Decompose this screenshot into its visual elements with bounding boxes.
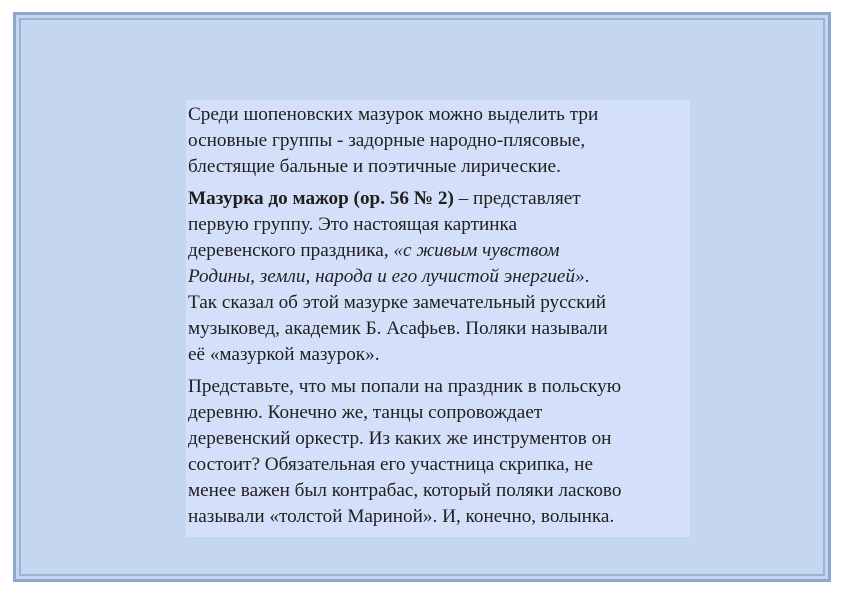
- text-line: деревню. Конечно же, танцы сопровождает: [188, 402, 543, 423]
- text-line: состоит? Обязательная его участница скрипка, не: [188, 454, 593, 475]
- text-line: называли «толстой Мариной». И, конечно, волынка.: [188, 506, 615, 527]
- text-line: [188, 238, 688, 264]
- text-line: основные группы - задорные народно-плясовые,: [188, 130, 586, 151]
- quote-fragment: Родины, земли, народа и его лучистой энергией»: [188, 266, 585, 287]
- text-line: [188, 186, 688, 212]
- text-line: менее важен был контрабас, который поляки ласково: [188, 480, 622, 501]
- text-line: Так сказал об этой мазурке замечательный русский: [188, 292, 607, 313]
- paragraph-intro: [188, 102, 688, 180]
- paragraph-village-festival: [188, 374, 688, 530]
- text-fragment: деревенского праздника,: [188, 240, 394, 261]
- text-line: её «мазуркой мазурок».: [188, 344, 380, 365]
- paragraph-mazurka-c-major: [188, 186, 688, 368]
- text-line: музыковед, академик Б. Асафьев. Поляки называли: [188, 318, 608, 339]
- mazurka-title: Мазурка до мажор (ор. 56 № 2): [188, 188, 454, 209]
- quote-fragment: «с живым чувством: [393, 240, 560, 261]
- text-line: первую группу. Это настоящая картинка: [188, 214, 518, 235]
- slide-frame: [13, 12, 831, 582]
- text-fragment: – представляет: [453, 188, 581, 209]
- text-line: деревенский оркестр. Из каких же инструментов он: [188, 428, 612, 449]
- text-line: Среди шопеновских мазурок можно выделить три: [188, 104, 599, 125]
- text-box: [186, 100, 690, 537]
- text-fragment: .: [584, 266, 590, 287]
- text-line: Представьте, что мы попали на праздник в польскую: [188, 376, 622, 397]
- text-line: блестящие бальные и поэтичные лирические.: [188, 156, 561, 177]
- text-line: [188, 264, 688, 290]
